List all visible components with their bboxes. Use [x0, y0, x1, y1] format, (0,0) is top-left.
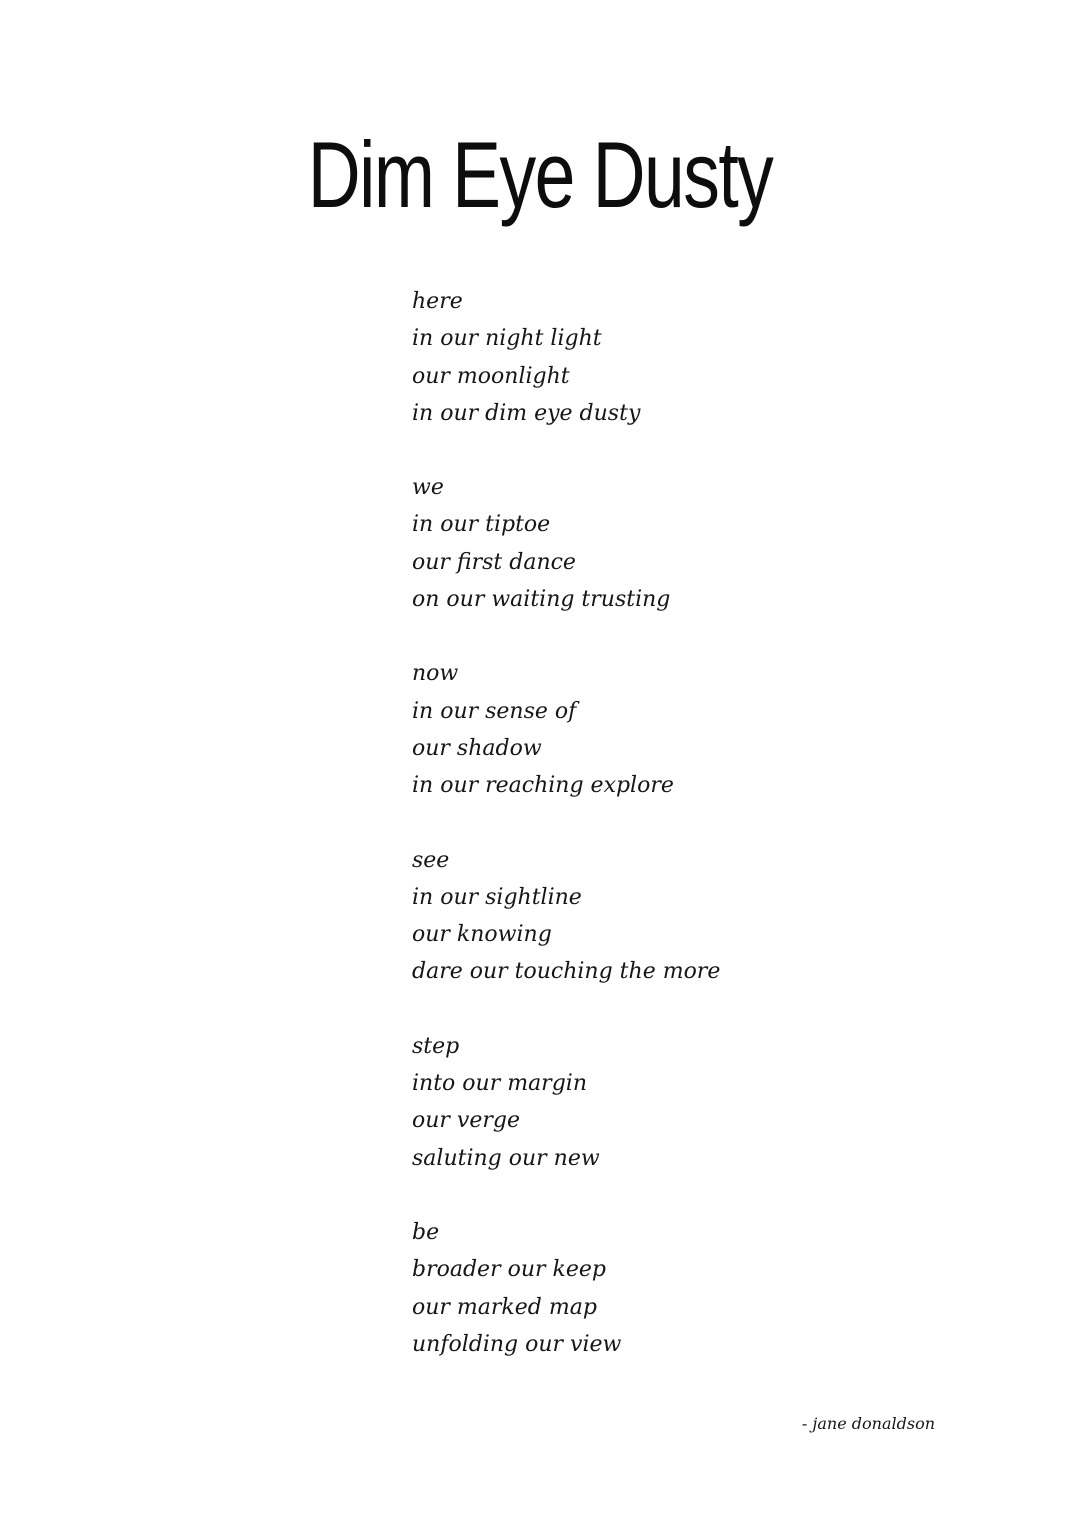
poem-line: in our tiptoe	[412, 512, 551, 538]
author-signature: - jane donaldson	[801, 1414, 935, 1433]
poem-title: Dim Eye Dusty	[307, 122, 773, 227]
poem-line: in our sense of	[412, 698, 577, 724]
poem-line: broader our keep	[412, 1257, 606, 1283]
poem-line: see	[412, 847, 450, 873]
poem-line: on our waiting trusting	[412, 587, 671, 613]
stanza	[412, 283, 972, 432]
poem-line: be	[412, 1219, 440, 1245]
poem-line: our shadow	[412, 735, 542, 761]
stanza	[412, 1214, 972, 1363]
poem-line: here	[412, 289, 463, 314]
poem-body	[412, 283, 972, 1400]
poem-line: in our sightline	[412, 884, 582, 910]
stanza	[412, 655, 972, 804]
poem-line: in our reaching explore	[412, 773, 674, 799]
poem-line: dare our touching the more	[412, 959, 721, 985]
poem-line: our first dance	[412, 549, 576, 575]
stanza	[412, 469, 972, 618]
poem-line: step	[412, 1033, 460, 1059]
poem-line: in our night light	[412, 326, 602, 352]
poem-line: our verge	[412, 1108, 520, 1134]
poem-line: now	[412, 661, 459, 687]
stanza	[412, 1028, 972, 1177]
poem-line: our marked map	[412, 1294, 597, 1320]
poem-line: in our dim eye dusty	[412, 400, 641, 426]
poem-line: our moonlight	[412, 363, 570, 389]
poem-line: saluting our new	[412, 1145, 600, 1171]
poem-line: unfolding our view	[412, 1331, 622, 1357]
poem-line: we	[412, 475, 444, 501]
stanza	[412, 842, 972, 991]
poem-line: our knowing	[412, 922, 552, 948]
poem-line: into our margin	[412, 1071, 587, 1097]
